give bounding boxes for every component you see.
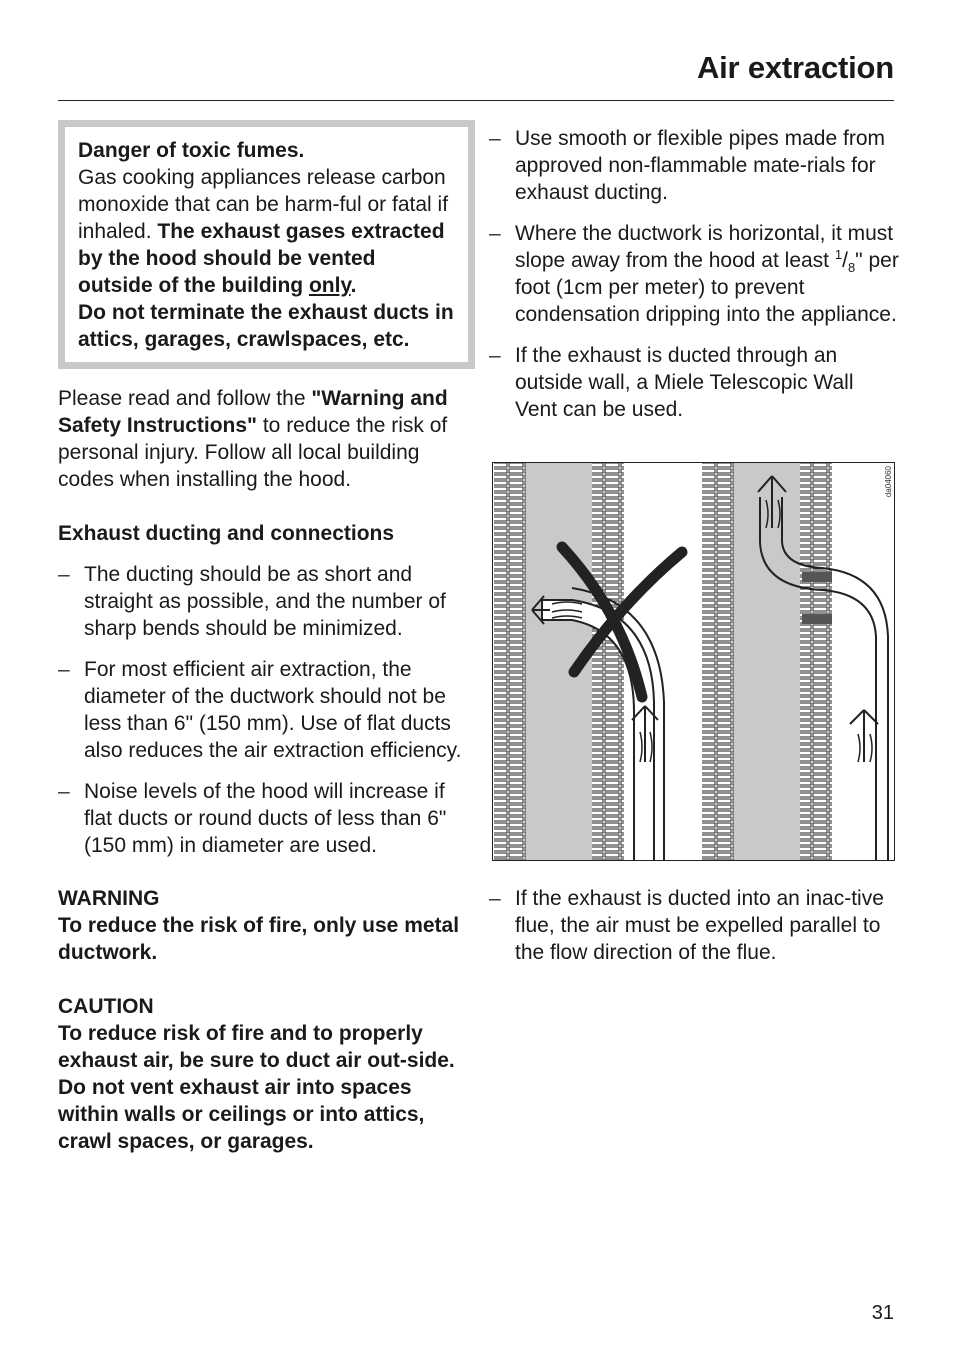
slope-text-pre: Where the ductwork is horizontal, it must slope away from the hood at least [515,222,894,272]
figure-code: da04060 [884,466,893,498]
warning-text: To reduce the risk of fire, only use metal ductwork. [58,914,460,964]
brick-wall [592,463,624,860]
list-item: – If the exhaust is ducted into an inac-tive flue, the air must be expelled parallel to the flow direction of the flue. [489,885,899,966]
right-column [489,125,899,437]
title-rule [58,100,894,101]
warning-label: WARNING [58,887,160,910]
left-column [58,120,463,1155]
danger-heading: Danger of toxic fumes. [78,139,305,162]
list-item: – Noise levels of the hood will increase if flat ducts or round ducts of less than 6" (150 mm) in diameter are used. [58,778,463,859]
fraction-slash: / [842,249,848,272]
right-column-bottom [489,885,899,980]
right-list-bottom [489,885,899,966]
list-item: – Use smooth or flexible pipes made from approved non-flammable mate-rials for exhaust ducting. [489,125,899,206]
fraction-denominator: 8 [847,260,856,276]
danger-bold-text: The exhaust gases extracted by the hood should be vented outside of the building [78,220,445,297]
list-item [489,220,899,328]
danger-warning-box [58,120,475,369]
list-item: – If the exhaust is ducted through an outside wall, a Miele Telescopic Wall Vent can be used. [489,342,899,423]
slope-text-post: " per foot (1cm per meter) to prevent condensation dripping into the appliance. [515,249,899,326]
wall-seal [802,572,832,582]
list-item: – For most efficient air extraction, the diameter of the ductwork should not be less than 6" (150 mm). Use of flat ducts also reduces the air extraction efficiency. [58,656,463,764]
section-heading: Exhaust ducting and connections [58,522,395,545]
danger-text: Gas cooking appliances release carbon monoxide that can be harm-ful or fatal if inhaled. [78,166,449,243]
ducting-illustration [492,462,895,861]
brick-wall [800,463,832,860]
brick-wall [702,463,734,860]
danger-period: . [350,274,357,297]
page-number: 31 [871,1302,894,1324]
right-list [489,125,899,423]
exhaust-list [58,561,463,859]
caution-label: CAUTION [58,995,154,1018]
ducting-diagram-svg [492,462,895,861]
danger-only-word: only [308,274,351,297]
fraction-numerator: 1 [834,247,843,262]
list-item: – The ducting should be as short and straight as possible, and the number of sharp bends should be minimized. [58,561,463,642]
danger-body [78,164,455,299]
wall-seal [802,614,832,624]
caution-text: To reduce risk of fire and to properly exhaust air, be sure to duct air out-side. Do not vent exhaust air into spaces within walls or ceilings or into attics, crawl spaces, or garages. [58,1022,455,1153]
intro-bold: "Warning and Safety Instructions" [58,387,448,437]
intro-post: to reduce the risk of personal injury. Follow all local building codes when installing the hood. [58,414,448,491]
danger-bold-text-2: Do not terminate the exhaust ducts in attics, garages, crawlspaces, etc. [78,301,454,351]
brick-wall [494,463,526,860]
page-title: Air extraction [696,50,894,85]
intro-pre: Please read and follow the [58,387,306,410]
intro-paragraph [58,385,463,493]
